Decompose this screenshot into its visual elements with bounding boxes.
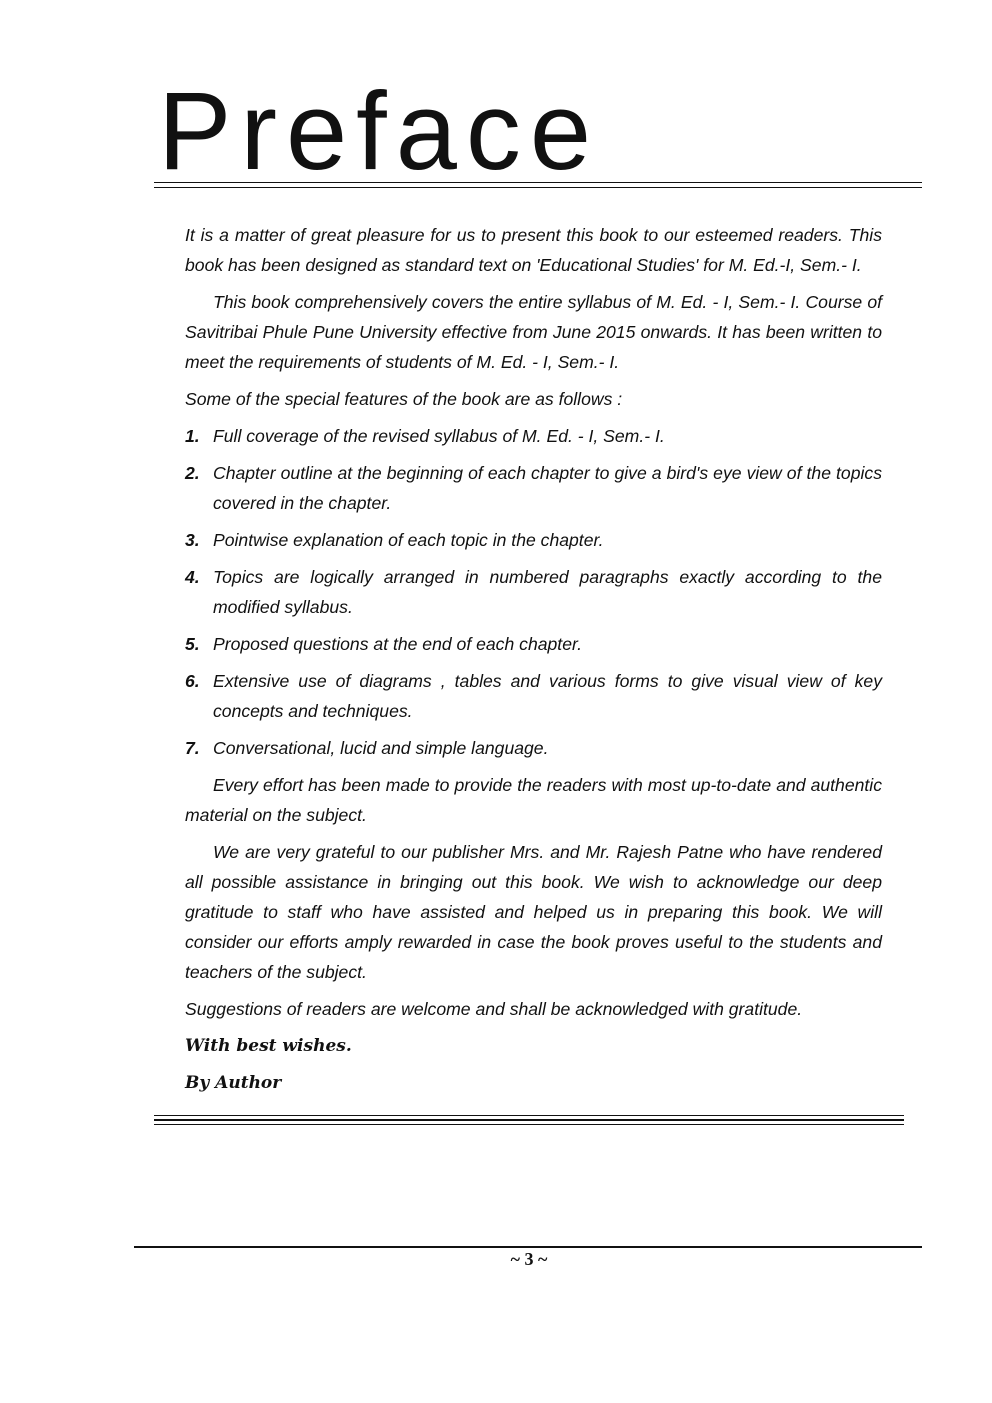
authenticity-paragraph: Every effort has been made to provide the readers with most up-to-date and authentic material on the subject. (185, 775, 882, 825)
title-rule-lower (154, 187, 922, 188)
preface-body (185, 220, 882, 1105)
list-item-number: 6. (185, 671, 200, 691)
list-item (185, 733, 882, 763)
list-item (185, 458, 882, 518)
list-item-text: Proposed questions at the end of each chapter. (213, 634, 583, 654)
list-item-number: 4. (185, 567, 200, 587)
list-item-text: Pointwise explanation of each topic in the chapter. (213, 530, 604, 550)
list-item (185, 525, 882, 555)
list-item (185, 421, 882, 451)
author-signoff: By Author (185, 1073, 282, 1093)
list-item-text: Extensive use of diagrams , tables and various forms to give visual view of key concepts and techniques. (213, 671, 882, 721)
list-item-number: 1. (185, 426, 200, 446)
end-rule-lower (154, 1124, 904, 1125)
list-item-number: 3. (185, 530, 200, 550)
list-item-text: Chapter outline at the beginning of each chapter to give a bird's eye view of the topics covered in the chapter. (213, 463, 882, 513)
features-list (185, 421, 882, 763)
list-item (185, 666, 882, 726)
list-item (185, 562, 882, 622)
syllabus-paragraph: This book comprehensively covers the entire syllabus of M. Ed. - I, Sem.- I. Course of Savitribai Phule Pune University effective from June 2015 onwards. It has been written to meet the requirements of students of M. Ed. - I, Sem.- I. (185, 292, 882, 372)
page-number: ~ 3 ~ (510, 1249, 548, 1269)
end-rule-middle (154, 1119, 904, 1121)
list-item-number: 7. (185, 738, 200, 758)
list-item (185, 629, 882, 659)
list-item-text: Topics are logically arranged in numbered paragraphs exactly according to the modified syllabus. (213, 567, 882, 617)
features-intro: Some of the special features of the book are as follows : (185, 389, 623, 409)
suggestions-paragraph: Suggestions of readers are welcome and shall be acknowledged with gratitude. (185, 999, 803, 1019)
end-rule-upper (154, 1115, 904, 1116)
title-rule-upper (154, 182, 922, 183)
intro-paragraph: It is a matter of great pleasure for us to present this book to our esteemed readers. This book has been designed as standard text on 'Educational Studies' for M. Ed.-I, Sem.- I. (185, 225, 882, 275)
acknowledgement-paragraph: We are very grateful to our publisher Mrs. and Mr. Rajesh Patne who have rendered all possible assistance in bringing out this book. We wish to acknowledge our deep gratitude to staff who have assisted and helped us in preparing this book. We will consider our efforts amply rewarded in case the book proves useful to the students and teachers of the subject. (185, 842, 882, 982)
list-item-text: Conversational, lucid and simple language. (213, 738, 549, 758)
page-title: Preface (158, 70, 601, 193)
list-item-number: 5. (185, 634, 200, 654)
closing-wishes: With best wishes. (185, 1036, 352, 1056)
list-item-number: 2. (185, 463, 200, 483)
list-item-text: Full coverage of the revised syllabus of M. Ed. - I, Sem.- I. (213, 426, 665, 446)
